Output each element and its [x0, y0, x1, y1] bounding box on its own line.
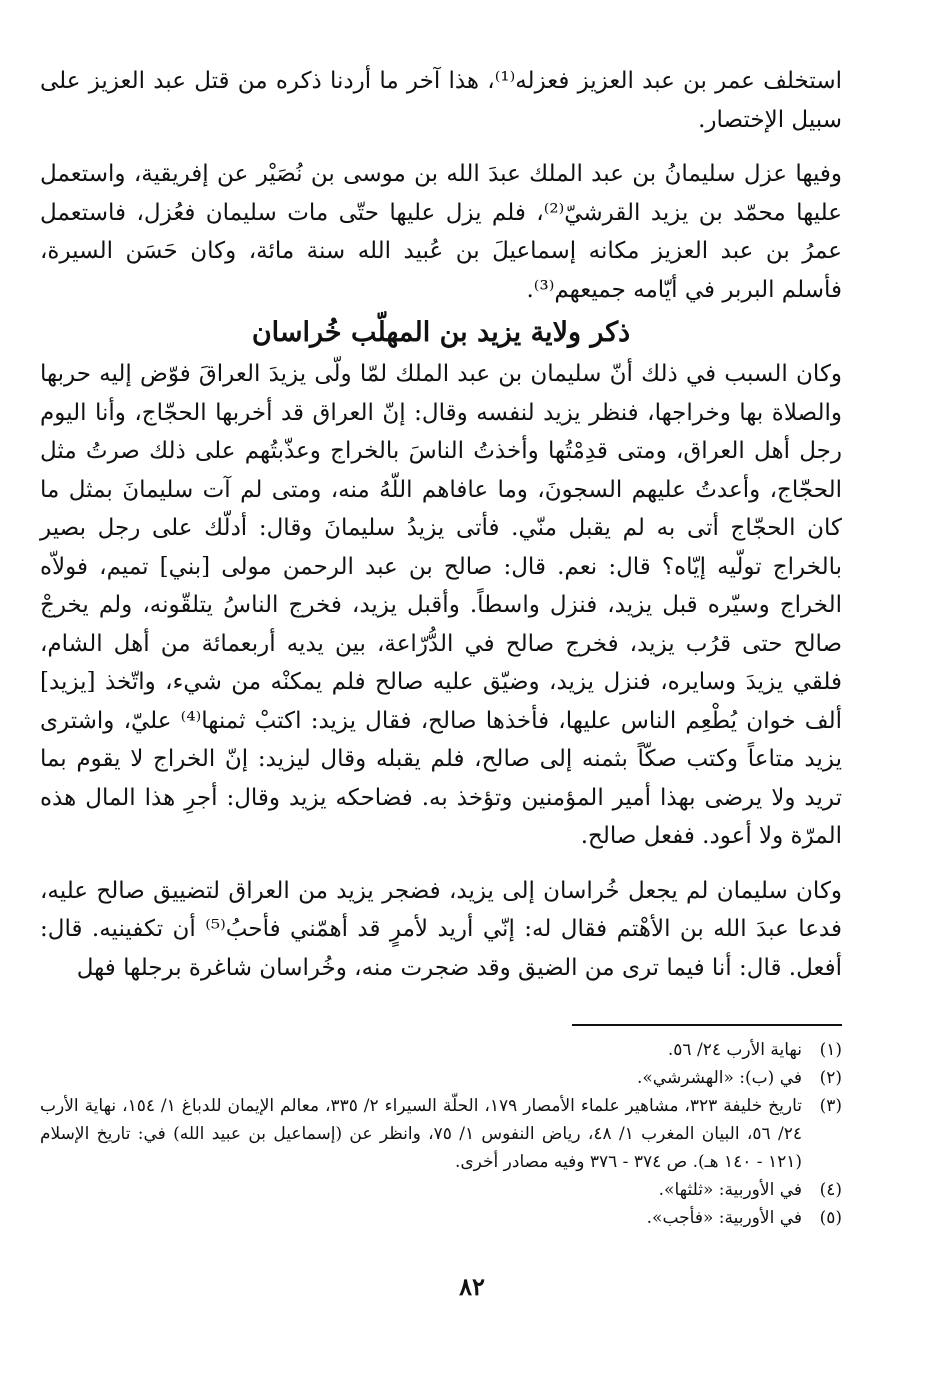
paragraph-2: وفيها عزل سليمانُ بن عبد الملك عبدَ الله بن موسى بن نُصَيْر عن إفريقية، واستعمل عليها محمّد بن يزيد القرشيّ⁽²⁾، فلم يزل عليها حتّى مات سليمان فعُزل، فاستعمل عمرُ بن عبد العزيز مكانه إسماعيلَ بن عُبيد الله سنة مائة، وكان حَسَن السيرة، فأسلم البربر في أيّامه جميعهم⁽³⁾.: [40, 161, 842, 303]
footnote: [40, 1064, 842, 1092]
footnote-number: (٤): [819, 1180, 842, 1200]
page-number: ٨٢: [459, 1272, 485, 1301]
footnote-number: (١): [819, 1040, 842, 1060]
footnote-text: في الأوربية: «ثلثها».: [658, 1180, 802, 1200]
footnote-number: (٢): [819, 1068, 842, 1088]
footnote: [40, 1204, 842, 1232]
paragraph-3: وكان السبب في ذلك أنّ سليمان بن عبد الملك لمّا ولّى يزيدَ العراقَ فوّض إليه حربها والصلاة بها وخراجها، فنظر يزيد لنفسه وقال: إنّ العراق قد أخربها الحجّاج، وأنا اليوم رجل أهل العراق، ومتى قدِمْتُها وأخذتُ الناسَ بالخراج وعذّبتُهم على ذلك صرتُ مثل الحجّاج، وأعدتُ عليهم السجونَ، وما عافاهم اللّهُ منه، ومتى لم آت سليمانَ بمثل ما كان الحجّاج أتى به لم يقبل منّي. فأتى يزيدُ سليمانَ وقال: أدلّك على رجل بصير بالخراج تولّيه إيّاه؟ قال: نعم. قال: صالح بن عبد الرحمن مولى [بني] تميم، فولاّه الخراج وسيّره قبل يزيد، فنزل واسطاً. وأقبل يزيد، فخرج الناسُ يتلقّونه، ولم يخرجْ صالح حتى قرُب يزيد، فخرج صالح في الدُّرّاعة، بين يديه أربعمائة من أهل الشام، فلقي يزيدَ وسايره، فنزل يزيد، وضيّق عليه صالح فلم يمكنْه من شيء، واتّخذ [يزيد] ألف خوان يُطْعِم الناس عليها، فأخذها صالح، فقال يزيد: اكتبْ ثمنها⁽⁴⁾ عليّ، واشترى يزيد متاعاً وكتب صكّاً بثمنه إلى صالح، فلم يقبله وقال ليزيد: إنّ الخراج لا يقوم بما تريد ولا يرضى بهذا أمير المؤمنين وتؤخذ به. فضاحكه يزيد وقال: أجرِ هذا المال هذه المرّة ولا أعود. ففعل صالح.: [40, 361, 842, 849]
main-text: [40, 62, 842, 987]
footnote: [40, 1036, 842, 1064]
footnote-text: في (ب): «الهشرشي».: [636, 1068, 802, 1088]
section-heading: ذكر ولاية يزيد بن المهلّب خُراسان: [251, 317, 631, 348]
footnote: [40, 1176, 842, 1204]
paragraph-4: وكان سليمان لم يجعل خُراسان إلى يزيد، فضجر يزيد من العراق لتضييق صالح عليه، فدعا عبدَ الله بن الأهْتم فقال له: إنّي أريد لأمرٍ قد أهمّني فأحبُ⁽⁵⁾ أن تكفينيه. قال: أفعل. قال: أنا فيما ترى من الضيق وقد ضجرت منه، وخُراسان شاغرة برجلها فهل: [40, 877, 842, 981]
footnotes: [40, 1036, 842, 1232]
footnote-number: (٥): [819, 1208, 842, 1228]
footnote-text: نهاية الأرب ٢٤/ ٥٦.: [667, 1040, 802, 1060]
footnote-divider: [572, 1024, 842, 1026]
footnote-text: تاريخ خليفة ٣٢٣، مشاهير علماء الأمصار ١٧٩، الحلّة السيراء ٢/ ٣٣٥، معالم الإيمان للدباغ ١/ ١٥٤، نهاية الأرب ٢٤/ ٥٦، البيان المغرب ١/ ٤٨، رياض النفوس ١/ ٧٥، وانظر عن (إسماعيل بن عبيد الله) في: تاريخ الإسلام (١٢١ - ١٤٠ هـ). ص ٣٧٤ - ٣٧٦ وفيه مصادر أخرى.: [40, 1096, 802, 1172]
paragraph-1: استخلف عمر بن عبد العزيز فعزله⁽¹⁾، هذا آخر ما أردنا ذكره من قتل عبد العزيز على سبيل الإختصار.: [40, 68, 842, 133]
footnote: [40, 1092, 842, 1176]
footnote-text: في الأوربية: «فأجب».: [646, 1208, 802, 1228]
footnote-number: (٣): [819, 1096, 842, 1116]
